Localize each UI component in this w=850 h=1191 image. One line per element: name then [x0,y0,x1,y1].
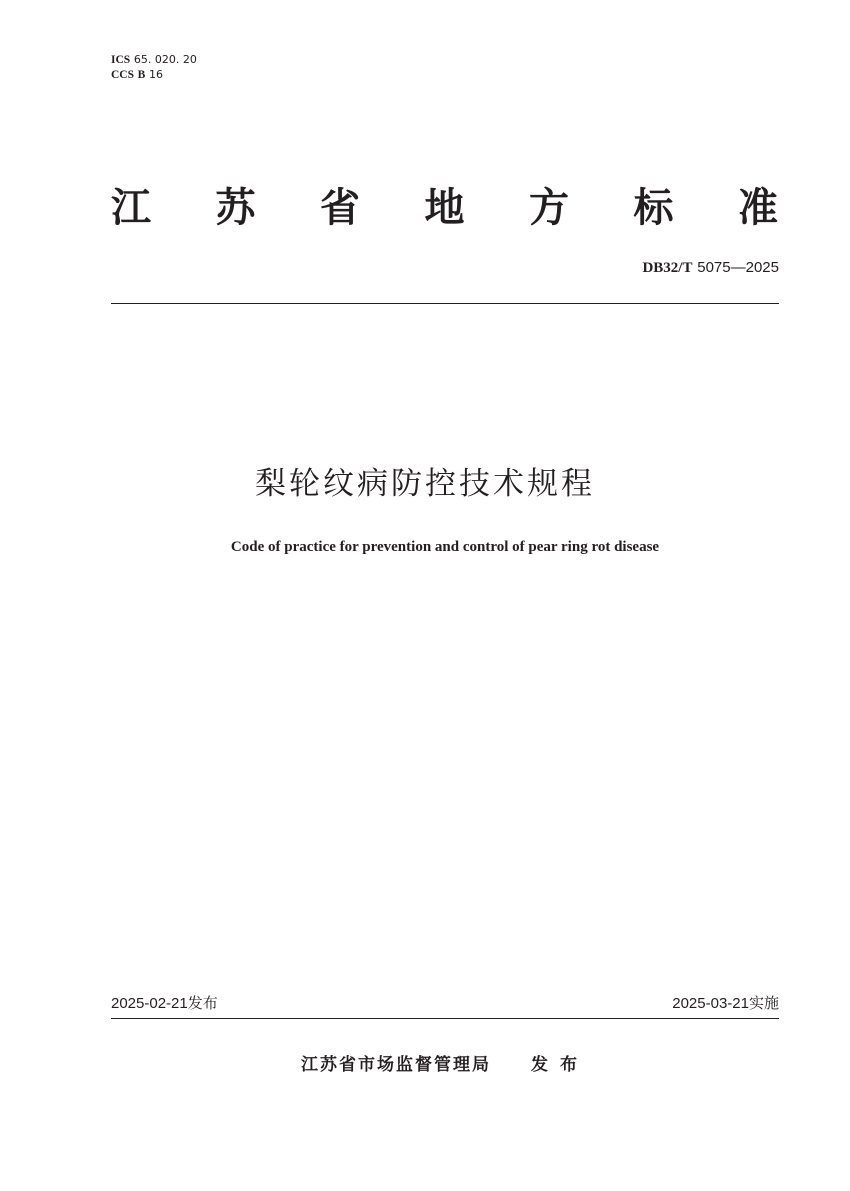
ics-label: ICS [111,54,131,66]
ccs-category: B [137,69,146,81]
standard-type-char: 江 [111,185,151,231]
standard-type-char: 苏 [215,185,256,231]
implementation-date [672,992,779,1013]
ics-code-row [111,52,197,67]
implementation-date-value: 2025-03-21 [672,995,749,1012]
issue-date-label: 发布 [187,994,218,1012]
ccs-value: 16 [149,68,163,81]
issuing-authority [0,1050,850,1075]
issuer-organization: 江苏省市场监督管理局 [301,1055,491,1075]
standard-type-char: 准 [738,185,778,231]
header-divider [111,303,779,304]
issue-date [111,992,218,1013]
standard-type-heading [111,180,778,236]
document-title-english: Code of practice for prevention and control of pear ring rot disease [230,539,660,555]
footer-divider [111,1018,779,1019]
ics-value: 65. 020. 20 [133,53,197,66]
standard-type-char: 标 [633,185,674,231]
issuer-action: 发布 [531,1055,589,1075]
document-title-chinese: 梨轮纹病防控技术规程 [255,466,595,502]
standard-number [642,258,779,277]
implementation-date-label: 实施 [748,994,779,1012]
ccs-label: CCS [111,69,135,81]
standard-type-char: 省 [320,185,360,231]
ccs-code-row [111,67,197,82]
standard-number-value: 5075—2025 [697,259,779,276]
classification-codes [111,52,197,82]
standard-type-char: 地 [424,185,465,231]
issue-date-value: 2025-02-21 [111,995,188,1012]
standard-type-char: 方 [529,185,569,231]
standard-number-prefix: DB32/T [642,260,693,276]
